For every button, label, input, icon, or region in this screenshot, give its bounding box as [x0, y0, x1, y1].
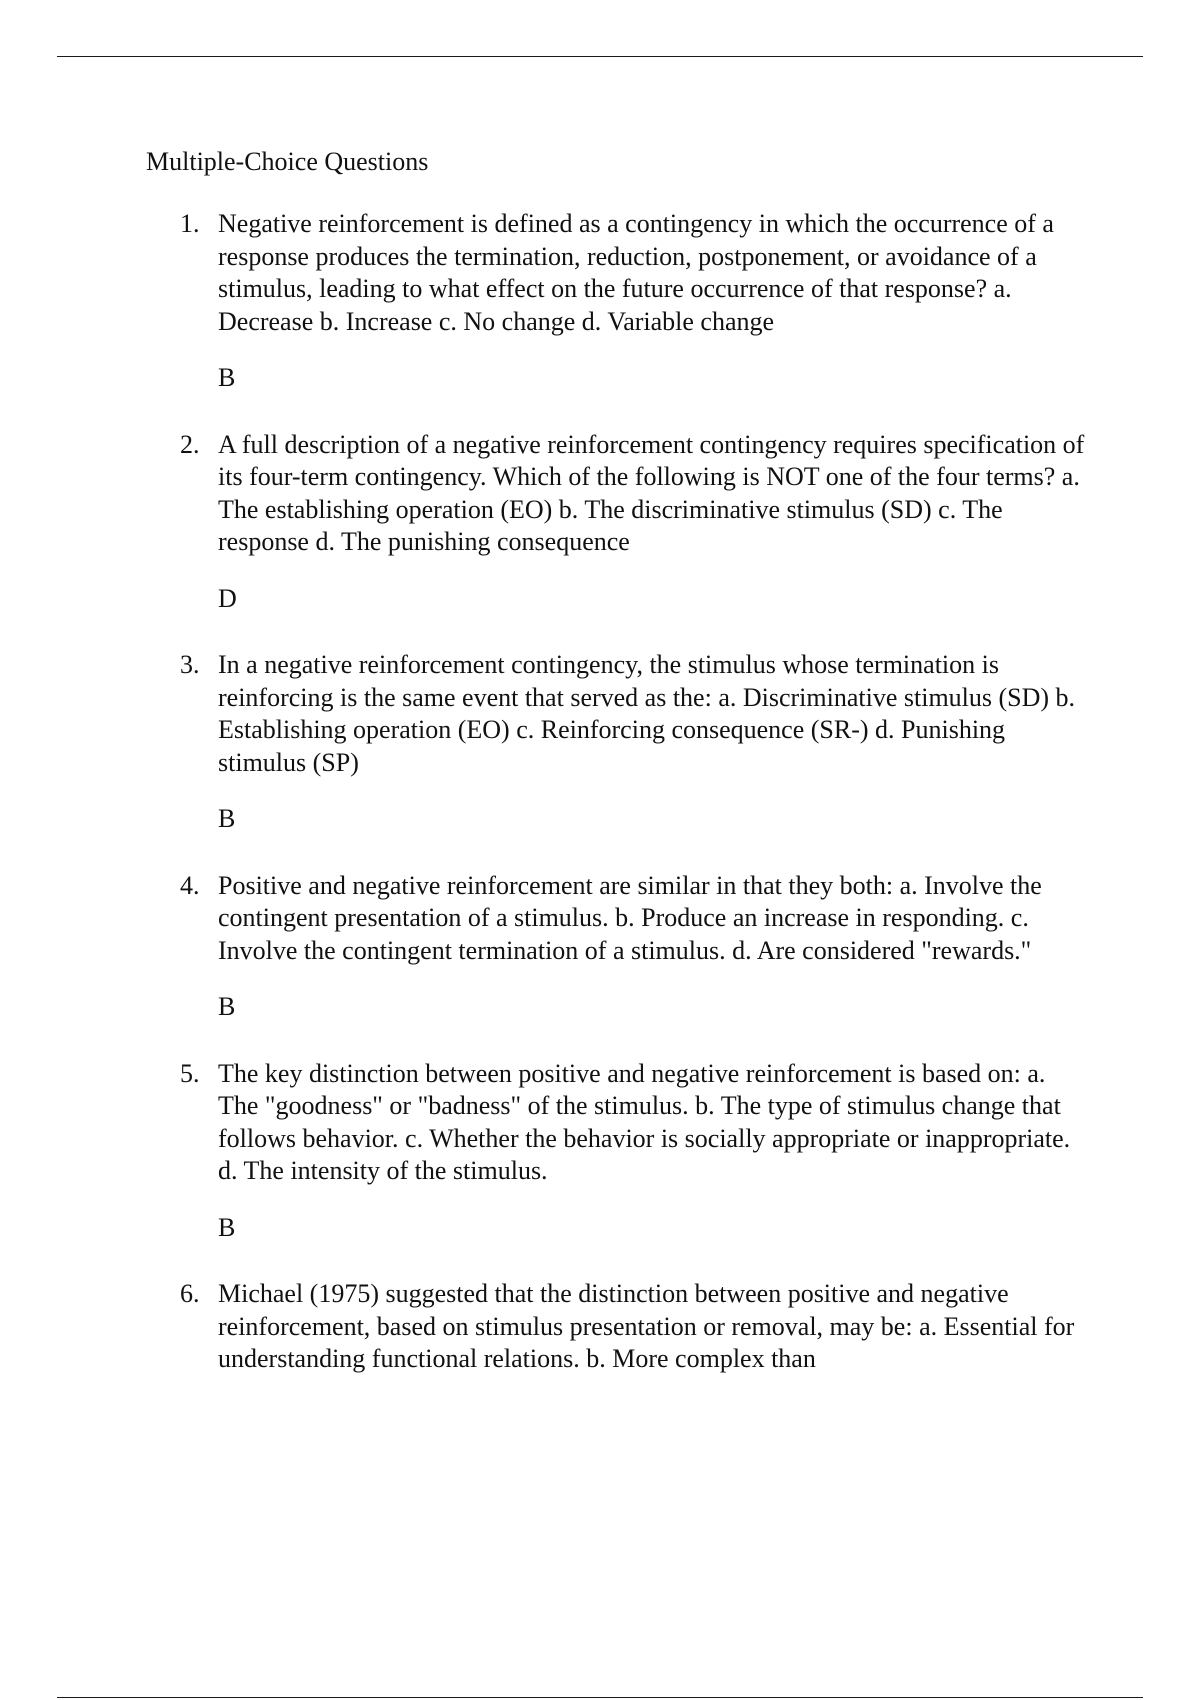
question-text: A full description of a negative reinforcement contingency requires specification of its four-term contingency. Which of the following is NOT one of the four terms? a. The establishing operation (EO) b. The discriminative stimulus (SD) c. The response d. The punishing consequence	[218, 429, 1085, 556]
answer-key: B	[218, 804, 236, 833]
top-rule	[57, 56, 1143, 57]
question-item	[0, 649, 1090, 836]
question-number: 1.	[180, 209, 200, 238]
question-item	[0, 1058, 1090, 1245]
question-number: 6.	[180, 1279, 200, 1308]
answer-key: B	[218, 992, 236, 1021]
question-number: 3.	[180, 650, 200, 679]
question-text: Negative reinforcement is defined as a contingency in which the occurrence of a response produces the termination, reduction, postponement, or avoidance of a stimulus, leading to what effect on the future occurrence of that response? a. Decrease b. Increase c. No change d. Variable change	[218, 209, 1054, 336]
bottom-rule	[57, 1697, 1143, 1698]
question-item	[0, 429, 1090, 616]
question-number: 5.	[180, 1058, 200, 1088]
answer-key: D	[218, 583, 237, 613]
section-heading: Multiple-Choice Questions	[146, 147, 429, 176]
question-text: In a negative reinforcement contingency, the stimulus whose termination is reinforcing is the same event that served as the: a. Discriminative stimulus (SD) b. Establishing operation (EO) c. Reinforcing consequence (SR-) d. Punishing stimulus (SP)	[218, 650, 1076, 777]
question-text: Positive and negative reinforcement are similar in that they both: a. Involve the contingent presentation of a stimulus. b. Produce an increase in responding. c. Involve the contingent termination of a stimulus. d. Are considered "rewards."	[218, 870, 1042, 965]
answer-key: B	[218, 363, 236, 392]
question-item	[0, 208, 1090, 395]
question-number: 2.	[180, 429, 200, 459]
question-text: The key distinction between positive and negative reinforcement is based on: a. The "goodness" or "badness" of the stimulus. b. The type of stimulus change that follows behavior. c. Whether the behavior is socially appropriate or inappropriate. d. The intensity of the stimulus.	[218, 1058, 1071, 1185]
question-text: Michael (1975) suggested that the distinction between positive and negative reinforcement, based on stimulus presentation or removal, may be: a. Essential for understanding functional relations. b. More complex than	[218, 1279, 1075, 1373]
question-number: 4.	[180, 870, 200, 900]
question-item	[0, 870, 1090, 1024]
question-item	[0, 1278, 1090, 1376]
answer-key: B	[218, 1212, 236, 1242]
question-list	[0, 208, 1200, 1410]
